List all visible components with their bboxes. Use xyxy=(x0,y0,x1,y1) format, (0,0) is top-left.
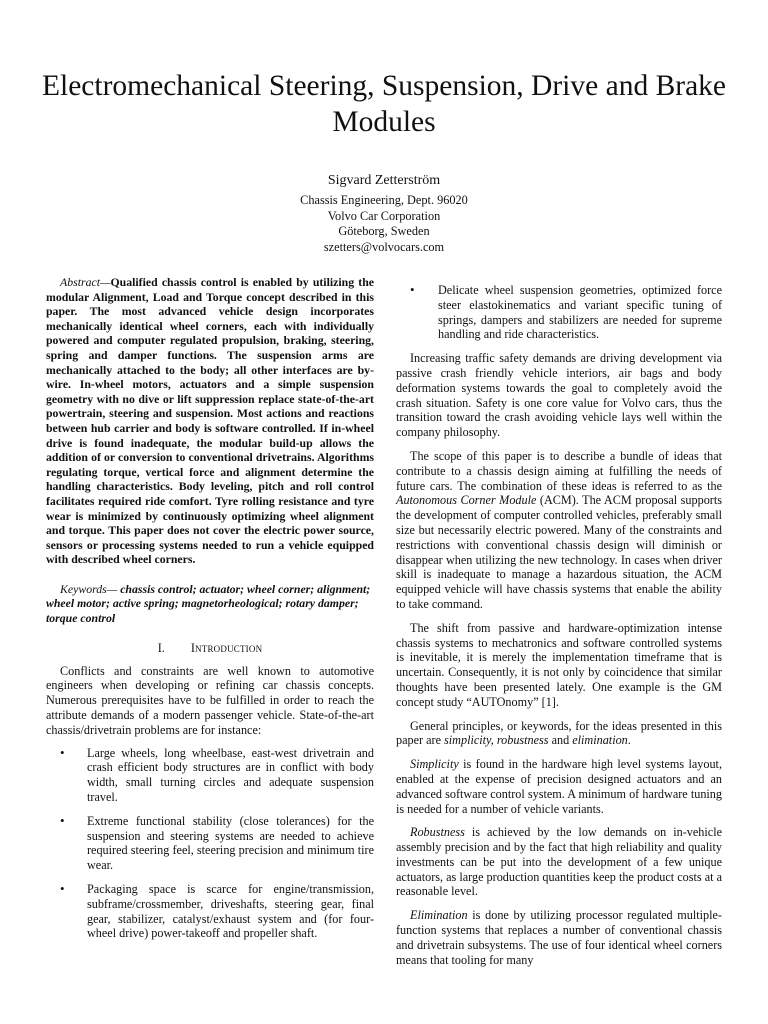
right-column xyxy=(396,275,722,967)
section-number: I. xyxy=(157,640,165,655)
bullet-icon: • xyxy=(410,282,415,297)
robustness-text: is achieved by the low demands on in-vehicle assembly precision and by the fact that high reliability and quality investments can be put into the development of a few unique actuators, as large production quantities keep the product costs at a reasonable level. xyxy=(396,825,722,899)
list-item-text: Delicate wheel suspension geometries, optimized force steer elastokinematics and variant specific tuning of springs, dampers and stabilizers are needed for supreme handling and ride characteristics. xyxy=(438,283,722,342)
paper-title: Electromechanical Steering, Suspension, Drive and Brake Modules xyxy=(41,70,727,138)
simplicity-text: is found in the hardware high level systems layout, enabled at the expense of precision designed actuators and an advanced software control system. A minimum of hardware tuning is needed for a number of vehicle variants. xyxy=(396,757,722,816)
robustness-paragraph xyxy=(396,825,722,899)
principles-end: . xyxy=(627,733,631,748)
scope-text-a: The scope of this paper is to describe a bundle of ideas that contribute to a chassis design aiming at fulfilling the needs of future cars. The combination of these ideas is referred to as the xyxy=(396,448,722,493)
author-name: Sigvard Zetterström xyxy=(327,173,441,188)
abstract xyxy=(46,275,374,567)
shift-paragraph: The shift from passive and hardware-optimization intense chassis systems to mechatronics and software controlled systems is inevitable, it is merely the implementation timeframe that is uncertain. Consequently, it is not only by coincidence that similar thoughts have been presented lately. One example is the GM concept study “AUTOnomy” [1]. xyxy=(396,620,722,709)
simplicity-term: Simplicity xyxy=(410,757,459,772)
author-email[interactable]: szetters@volvocars.com xyxy=(323,239,445,254)
abstract-text: Qualified chassis control is enabled by utilizing the modular Alignment, Load and Torque concept described in this paper. The most advanced vehicle design incorporates mechanically identical wheel corners, each with individually powered and computer regulated propulsion, braking, steering, spring and damper functions. The suspension arms are mechanically attached to the body; all other interfaces are by-wire. In-wheel motors, actuators and a simple suspension geometry with no dive or lift suppression replace state-of-the-art powertrain, steering and suspension. Most actions and reactions between hub carrier and body is software controlled. If in-wheel drive is found inadequate, the modular build-up allows the addition of or conversion to conventional drivetrains. Algorithms regulating torque, vertical force and alignment determine the handling characteristics. Body leveling, pitch and roll control facilitates required ride comfort. Tyre rolling resistance and tyre wear is minimized by continuously optimizing wheel alignment and torque. This paper does not cover the electric power source, sensors or processing systems needed to run a vehicle equipped with described wheel corners. xyxy=(46,275,374,567)
list-item-text: Extreme functional stability (close tolerances) for the suspension and steering systems are needed to achieve required steering feel, steering precision and minimum tire wear. xyxy=(87,813,374,873)
list-item xyxy=(46,882,374,941)
principles-paragraph xyxy=(396,719,722,749)
author-block xyxy=(184,172,584,255)
simplicity-paragraph xyxy=(396,757,722,816)
principles-term2: elimination xyxy=(572,733,628,748)
list-item xyxy=(46,814,374,873)
left-column xyxy=(46,275,374,950)
keywords-lead: Keywords— xyxy=(60,581,118,596)
scope-text-b: (ACM). The ACM proposal supports the development of computer controlled vehicles, preferably small size but necessarily electric powered. Many of the constraints and restrictions with conventional chassis design will diminish or disappear when utilizing the new technology. In cases when driver skill is inadequate to manage a hazardous situation, the ACM equipped vehicle will have chassis systems that enable the ability to take command. xyxy=(396,493,722,611)
keywords xyxy=(46,582,374,626)
section-heading-introduction xyxy=(46,641,374,656)
list-item-text: Packaging space is scarce for engine/transmission, subframe/crossmember, driveshafts, steering gear, final gear, stabilizer, catalyst/exhaust system and (for four-wheel drive) power-takeoff and propeller shaft. xyxy=(87,882,374,941)
affiliation-location: Göteborg, Sweden xyxy=(338,224,430,238)
list-item xyxy=(46,746,374,805)
scope-paragraph xyxy=(396,449,722,612)
elimination-term: Elimination xyxy=(410,908,468,923)
bullet-icon: • xyxy=(60,812,65,828)
robustness-term: Robustness xyxy=(410,825,465,840)
scope-term: Autonomous Corner Module xyxy=(396,493,537,508)
keywords-text: chassis control; actuator; wheel corner; alignment; wheel motor; active spring; magnetorheological; rotary damper; torque control xyxy=(46,581,371,626)
principles-terms: simplicity, robustness xyxy=(444,733,549,748)
list-item-text: Large wheels, long wheelbase, east-west drivetrain and crash efficient body structures are in conflict with body width, small turning circles and adequate suspension travel. xyxy=(87,745,374,805)
abstract-lead: Abstract— xyxy=(60,275,111,289)
intro-paragraph: Conflicts and constraints are well known to automotive engineers when developing or refining car chassis concepts. Numerous prerequisites have to be fulfilled in order to reach the attribute demands of a modern passenger vehicle. State-of-the-art chassis/drivetrain problems are for instance: xyxy=(46,663,374,737)
section-title: Introduction xyxy=(190,640,263,655)
principles-and: and xyxy=(548,733,573,748)
affiliation-company: Volvo Car Corporation xyxy=(327,208,441,223)
elimination-paragraph xyxy=(396,908,722,967)
elimination-text: is done by utilizing processor regulated multiple-function systems that replaces a number of conventional chassis and drivetrain subsystems. The use of four identical wheel corners means that tooling for many xyxy=(396,908,722,967)
bullet-icon: • xyxy=(60,881,65,897)
list-item xyxy=(396,283,722,342)
problem-list-right xyxy=(396,283,722,342)
safety-paragraph: Increasing traffic safety demands are driving development via passive crash friendly vehicle interiors, air bags and body deformation systems towards the goal to completely avoid the crash situation. Safety is one core value for Volvo cars, thus the transition toward the crash avoiding vehicle lays well within the company philosophy. xyxy=(396,351,722,440)
affiliation-department: Chassis Engineering, Dept. 96020 xyxy=(300,193,468,207)
problem-list-left xyxy=(46,746,374,942)
bullet-icon: • xyxy=(60,744,65,760)
principles-text: General principles, or keywords, for the ideas presented in this paper are xyxy=(396,718,722,748)
